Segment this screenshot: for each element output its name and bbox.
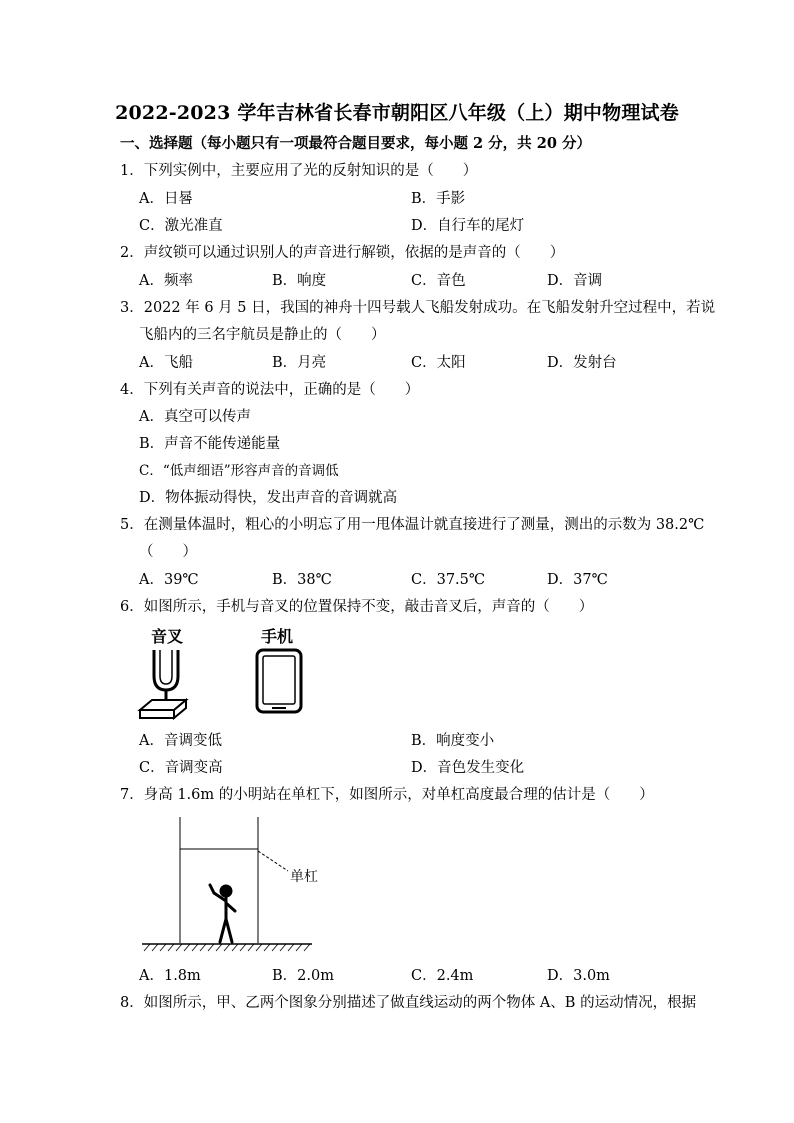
q4-option-b[interactable]: B．声音不能传递能量: [139, 436, 281, 452]
q2-option-a[interactable]: A．频率: [139, 273, 193, 289]
person-icon: [210, 885, 235, 942]
q4-option-d[interactable]: D．物体振动得快，发出声音的音调就高: [139, 490, 398, 506]
phone-icon: [257, 650, 301, 712]
phone-label: 手机: [261, 627, 294, 646]
q7-option-a[interactable]: A．1.8m: [139, 968, 201, 984]
q2-option-d[interactable]: D．音调: [547, 273, 603, 289]
tuning-fork-phone-figure: [136, 624, 316, 724]
question-3-stem-cont: 飞船内的三名宇航员是静止的（ ）: [139, 327, 386, 343]
q7-option-c[interactable]: C．2.4m: [411, 968, 474, 984]
horizontal-bar-label: 单杠: [290, 869, 318, 885]
question-6-stem: 6．如图所示，手机与音叉的位置保持不变，敲击音叉后，声音的（ ）: [120, 599, 594, 615]
question-7-stem: 7．身高 1.6m 的小明站在单杠下，如图所示，对单杠高度最合理的估计是（ ）: [120, 787, 654, 803]
q6-option-b[interactable]: B．响度变小: [411, 733, 495, 749]
page-title: 2022-2023 学年吉林省长春市朝阳区八年级（上）期中物理试卷: [115, 102, 679, 124]
tuning-fork-label: 音叉: [151, 627, 184, 646]
q4-option-c[interactable]: C．“低声细语”形容声音的音调低: [139, 463, 339, 479]
q5-option-d[interactable]: D．37℃: [547, 572, 608, 588]
q1-option-c[interactable]: C．激光准直: [139, 218, 223, 234]
q6-option-a[interactable]: A．音调变低: [139, 733, 222, 749]
ground-hatch: [144, 944, 310, 951]
q1-option-b[interactable]: B．手影: [411, 191, 466, 207]
q5-option-a[interactable]: A．39℃: [139, 572, 199, 588]
q3-option-b[interactable]: B．月亮: [272, 355, 327, 371]
question-1-stem: 1．下列实例中，主要应用了光的反射知识的是（ ）: [120, 163, 478, 179]
question-4-stem: 4．下列有关声音的说法中，正确的是（ ）: [120, 382, 420, 398]
q7-option-d[interactable]: D．3.0m: [547, 968, 610, 984]
question-2-stem: 2．声纹锁可以通过识别人的声音进行解锁，依据的是声音的（ ）: [120, 245, 565, 261]
q3-option-d[interactable]: D．发射台: [547, 355, 617, 371]
section-heading: 一、选择题（每小题只有一项最符合题目要求，每小题 2 分，共 20 分）: [120, 135, 591, 152]
q5-option-c[interactable]: C．37.5℃: [411, 572, 486, 588]
q4-option-a[interactable]: A．真空可以传声: [139, 409, 251, 425]
question-3-stem: 3．2022 年 6 月 5 日，我国的神舟十四号载人飞船发射成功。在飞船发射升空过程中，若说: [120, 300, 716, 316]
question-8-stem: 8．如图所示，甲、乙两个图象分别描述了做直线运动的两个物体 A、B 的运动情况，根据: [120, 995, 697, 1011]
question-5-stem: 5．在测量体温时，粗心的小明忘了用一甩体温计就直接进行了测量，测出的示数为 38.2℃: [120, 517, 705, 533]
question-5-stem-cont: （ ）: [139, 544, 197, 560]
q6-option-c[interactable]: C．音调变高: [139, 760, 223, 776]
tuning-fork-icon: [140, 650, 186, 718]
q3-option-a[interactable]: A．飞船: [139, 355, 193, 371]
q6-option-d[interactable]: D．音色发生变化: [411, 760, 525, 776]
q5-option-b[interactable]: B．38℃: [272, 572, 332, 588]
q2-option-c[interactable]: C．音色: [411, 273, 466, 289]
q7-option-b[interactable]: B．2.0m: [272, 968, 334, 984]
q1-option-d[interactable]: D．自行车的尾灯: [411, 218, 525, 234]
q3-option-c[interactable]: C．太阳: [411, 355, 466, 371]
q2-option-b[interactable]: B．响度: [272, 273, 327, 289]
q1-option-a[interactable]: A．日晷: [139, 191, 193, 207]
horizontal-bar-figure: [140, 813, 340, 958]
